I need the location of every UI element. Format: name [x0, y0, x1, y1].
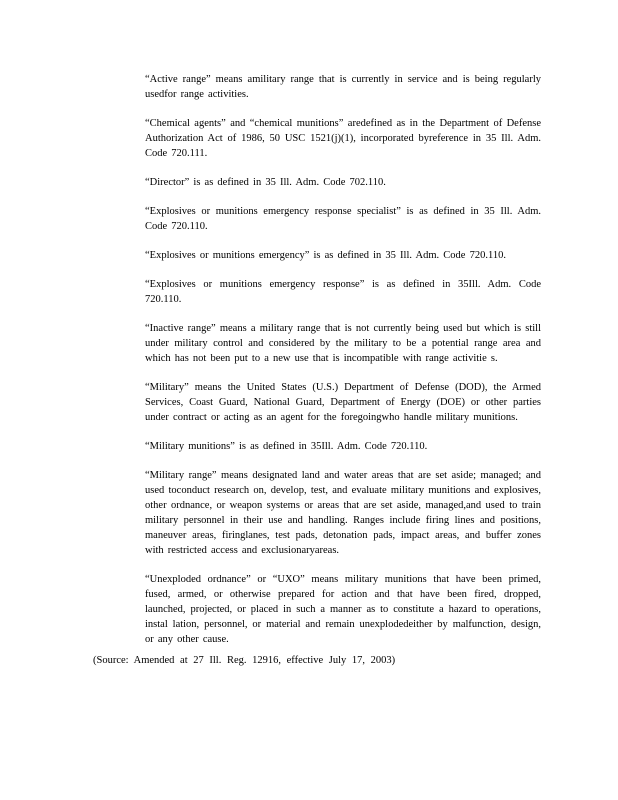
definition-munitions-emergency: “Explosives or munitions emergency” is as defined in 35 Ill. Adm. Code 720.110. [145, 250, 506, 261]
definition-emergency-response-specialist: “Explosives or munitions emergency response specialist” is as defined in 35 Ill. Adm. Code 720.110. [145, 206, 541, 232]
definition-military-munitions: “Military munitions” is as defined in 35Ill. Adm. Code 720.110. [145, 441, 428, 452]
definition-director: “Director” is as defined in 35 Ill. Adm. Code 702.110. [145, 177, 386, 188]
definition-emergency-response: “Explosives or munitions emergency response” is as defined in 35Ill. Adm. Code 720.110. [145, 279, 541, 305]
definition-inactive-range: “Inactive range” means a military range that is not currently being used but which is still under military control and considered by the military to be a potential range area and which has not been put to a new use that is incompatible with range activitie s. [145, 323, 541, 364]
definition-military: “Military” means the United States (U.S.) Department of Defense (DOD), the Armed Services, Coast Guard, National Guard, Department of Energy (DOE) or other parties under contract or acting as an agent for the foregoingwho handle military munitions. [145, 382, 541, 423]
source-note: (Source: Amended at 27 Ill. Reg. 12916, effective July 17, 2003) [93, 655, 396, 666]
definition-active-range: “Active range” means amilitary range that is currently in service and is being regularly usedfor range activities. [145, 74, 541, 100]
definitions-list [145, 72, 541, 661]
definition-unexploded-ordnance: “Unexploded ordnance” or “UXO” means military munitions that have been primed, fused, armed, or otherwise prepared for action and that have been fired, dropped, launched, projected, or placed in such a manner as to constitute a hazard to operations, instal lation, personnel, or material and remain unexplodedeither by malfunction, design, or any other cause. [145, 574, 541, 645]
definition-military-range: “Military range” means designated land and water areas that are set aside; managed; and used toconduct research on, develop, test, and evaluate military munitions and explosives, other ordnance, or weapon systems or areas that are set aside, managed,and used to train military personnel in their use and handling. Ranges include firing lines and positions, maneuver areas, firinglanes, test pads, detonation pads, impact areas, and buffer zones with restricted access and exclusionaryareas. [145, 470, 541, 556]
definition-chemical-agents: “Chemical agents” and “chemical munitions” aredefined as in the Department of Defense Authorization Act of 1986, 50 USC 1521(j)(1), incorporated byreference in 35 Ill. Adm. Code 720.111. [145, 118, 541, 159]
